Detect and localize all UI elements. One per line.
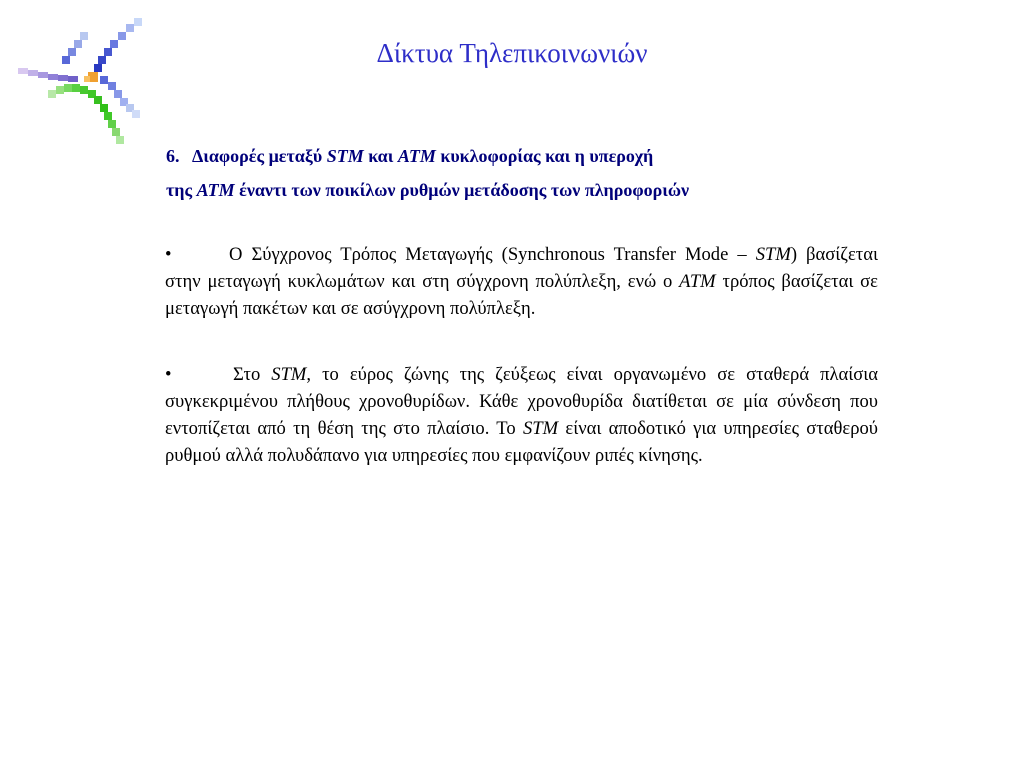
paragraph-text: Ο Σύγχρονος Τρόπος Μεταγωγής (Synchronous Transfer Mode – [229,244,747,265]
heading-text: και [368,146,394,166]
heading-text: κυκλοφορίας και η υπεροχή [440,146,654,166]
slide-title: Δίκτυα Τηλεπικοινωνιών [376,38,648,68]
paragraph-text: , το εύρος ζώνης της ζεύξεως είναι οργανωμένο σε σταθερά πλαίσια συγκεκριμένου πλήθους χρονοθυρίδων. Κάθε χρονοθυρίδα διατίθεται σε μία σύνδεση που εντοπίζεται από τη θέση της στο πλαίσιο. Το [165,364,878,439]
paragraph-text: τρόπος βασίζεται σε μεταγωγή πακέτων και σε ασύγχρονη πολύπλεξη. [165,271,878,319]
heading-atm-term: ATM [196,180,235,200]
section-heading-line-2 [166,180,886,201]
heading-text: της [166,180,193,200]
stm-term: STM [271,364,307,385]
stm-term: STM [522,418,559,439]
section-heading-line-1 [166,146,886,167]
bullet-marker: • [165,244,172,265]
paragraph-text: ) βασίζεται στην μεταγωγή κυκλωμάτων και στη σύγχρονη πολύπλεξη, ενώ ο [165,244,878,292]
heading-atm-term: ATM [397,146,436,166]
paragraph-text: είναι αποδοτικό για υπηρεσίες σταθερού ρυθμού αλλά πολυδάπανο για υπηρεσίες που εμφανίζουν ριπές κίνησης. [165,418,879,466]
bullet-paragraph-1 [165,241,878,322]
section-number: 6. [166,146,180,166]
paragraph-text: Στο [233,364,261,385]
atm-term: ATM [679,271,716,292]
heading-text: Διαφορές μεταξύ [192,146,323,166]
logo-purple-line [18,68,78,82]
network-star-logo [14,14,146,150]
stm-term: STM [755,244,791,265]
bullet-paragraph-2 [165,361,878,469]
bullet-marker: • [165,364,172,385]
heading-text: έναντι των ποικίλων ρυθμών μετάδοσης των πληροφοριών [239,180,690,200]
logo-green-arc [48,84,124,144]
heading-stm-term: STM [326,146,364,166]
logo-orange-center [84,72,98,82]
